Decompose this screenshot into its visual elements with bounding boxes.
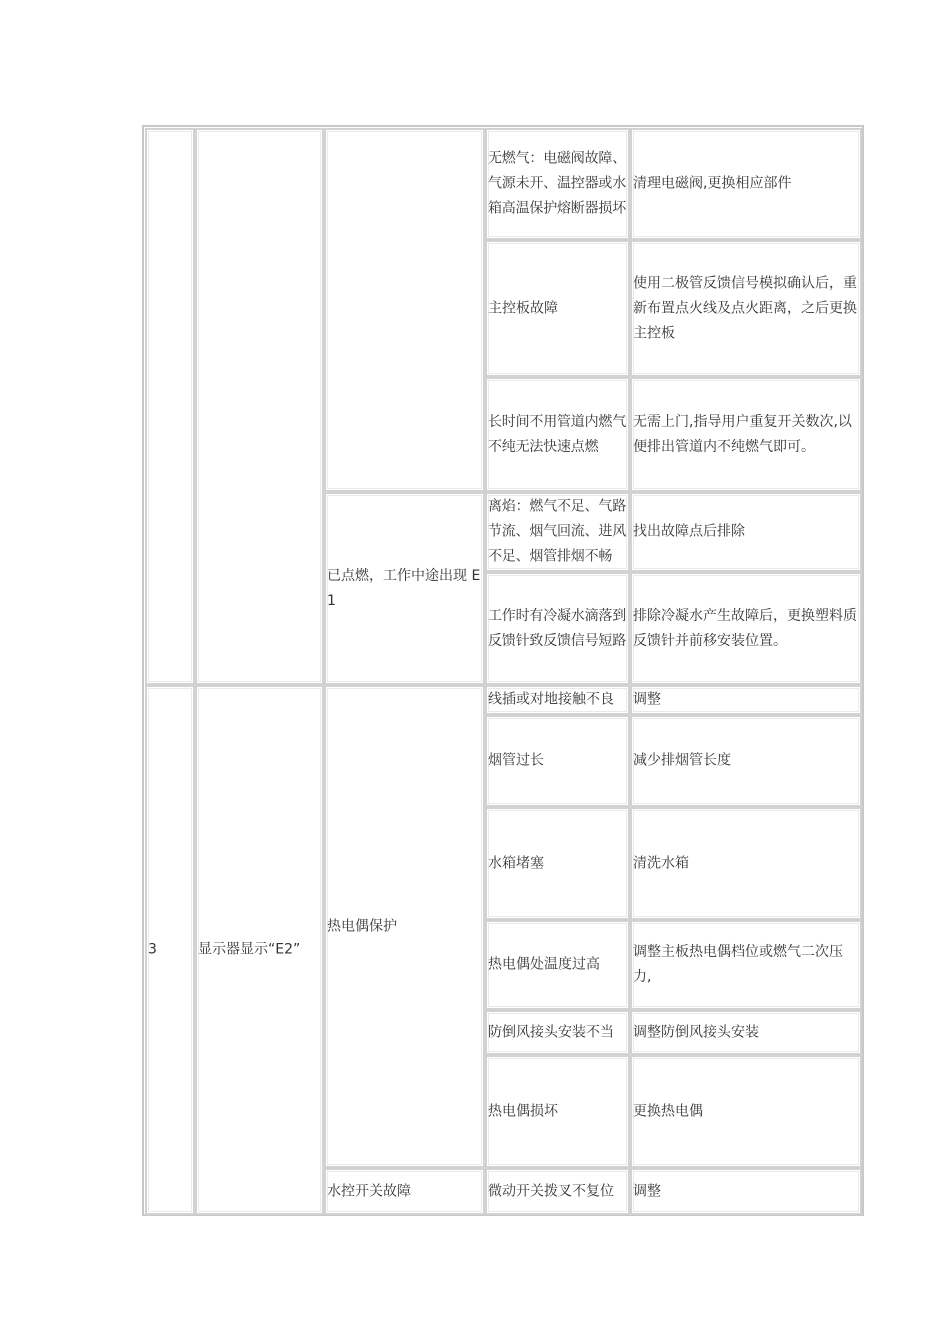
solution-cell	[630, 920, 862, 1010]
cause-text: 热电偶损坏	[488, 1103, 558, 1119]
cause-text: 无燃气：电磁阀故障、气源未开、温控器或水箱高温保护熔断器损坏	[488, 150, 626, 217]
condition-cell	[324, 492, 485, 685]
cause-cell	[485, 240, 630, 377]
condition-text: 水控开关故障	[327, 1183, 411, 1199]
solution-cell	[630, 807, 862, 920]
cause-text: 微动开关拨叉不复位	[488, 1183, 614, 1199]
solution-text: 调整主板热电偶档位或燃气二次压力,	[633, 944, 843, 985]
solution-text: 调整防倒风接头安装	[633, 1024, 759, 1040]
symptom-cell-empty	[195, 128, 324, 685]
solution-cell	[630, 685, 862, 715]
symptom-text: 显示器显示“E2”	[198, 941, 301, 958]
cause-cell	[485, 128, 630, 240]
cause-cell	[485, 1055, 630, 1168]
cause-text: 离焰：燃气不足、气路节流、烟气回流、进风不足、烟管排烟不畅	[488, 498, 626, 565]
symptom-cell	[195, 685, 324, 1215]
cause-cell	[485, 807, 630, 920]
cause-text: 防倒风接头安装不当	[488, 1024, 614, 1040]
number-cell	[145, 685, 195, 1215]
cause-cell	[485, 685, 630, 715]
condition-text: 热电偶保护	[327, 918, 397, 934]
solution-cell	[630, 572, 862, 685]
condition-cell-empty	[324, 128, 485, 492]
cause-text: 热电偶处温度过高	[488, 956, 600, 973]
condition-text: 已点燃，工作中途出现 E1	[327, 567, 481, 609]
solution-text: 清洗水箱	[633, 855, 689, 871]
cause-text: 水箱堵塞	[488, 855, 544, 871]
row-number: 3	[148, 941, 157, 958]
cause-cell	[485, 1010, 630, 1055]
solution-cell	[630, 492, 862, 572]
cause-text: 工作时有冷凝水滴落到反馈针致反馈信号短路	[488, 607, 626, 649]
cause-text: 线插或对地接触不良	[488, 691, 614, 708]
cause-cell	[485, 1168, 630, 1215]
number-cell-empty	[145, 128, 195, 685]
solution-text: 使用二极管反馈信号模拟确认后，重新布置点火线及点火距离，之后更换主控板	[633, 275, 857, 341]
cause-text: 烟管过长	[488, 752, 544, 769]
solution-cell	[630, 1010, 862, 1055]
condition-cell	[324, 1168, 485, 1215]
solution-cell	[630, 128, 862, 240]
solution-cell	[630, 377, 862, 492]
solution-text: 找出故障点后排除	[633, 523, 745, 540]
solution-text: 调整	[633, 1183, 661, 1199]
solution-text: 更换热电偶	[633, 1103, 703, 1119]
cause-cell	[485, 715, 630, 807]
cause-cell	[485, 492, 630, 572]
solution-cell	[630, 1168, 862, 1215]
solution-cell	[630, 1055, 862, 1168]
solution-text: 清理电磁阀,更换相应部件	[633, 175, 792, 192]
solution-text: 调整	[633, 691, 661, 708]
condition-cell	[324, 685, 485, 1168]
cause-cell	[485, 920, 630, 1010]
cause-cell	[485, 377, 630, 492]
cause-cell	[485, 572, 630, 685]
solution-cell	[630, 240, 862, 377]
solution-cell	[630, 715, 862, 807]
solution-text: 排除冷凝水产生故障后，更换塑料质反馈针并前移安装位置。	[633, 607, 857, 649]
cause-text: 主控板故障	[488, 300, 558, 316]
solution-text: 减少排烟管长度	[633, 752, 731, 769]
cause-text: 长时间不用管道内燃气不纯无法快速点燃	[488, 413, 626, 455]
solution-text: 无需上门,指导用户重复开关数次,以便排出管道内不纯燃气即可。	[633, 413, 852, 455]
fault-table	[142, 125, 864, 1216]
